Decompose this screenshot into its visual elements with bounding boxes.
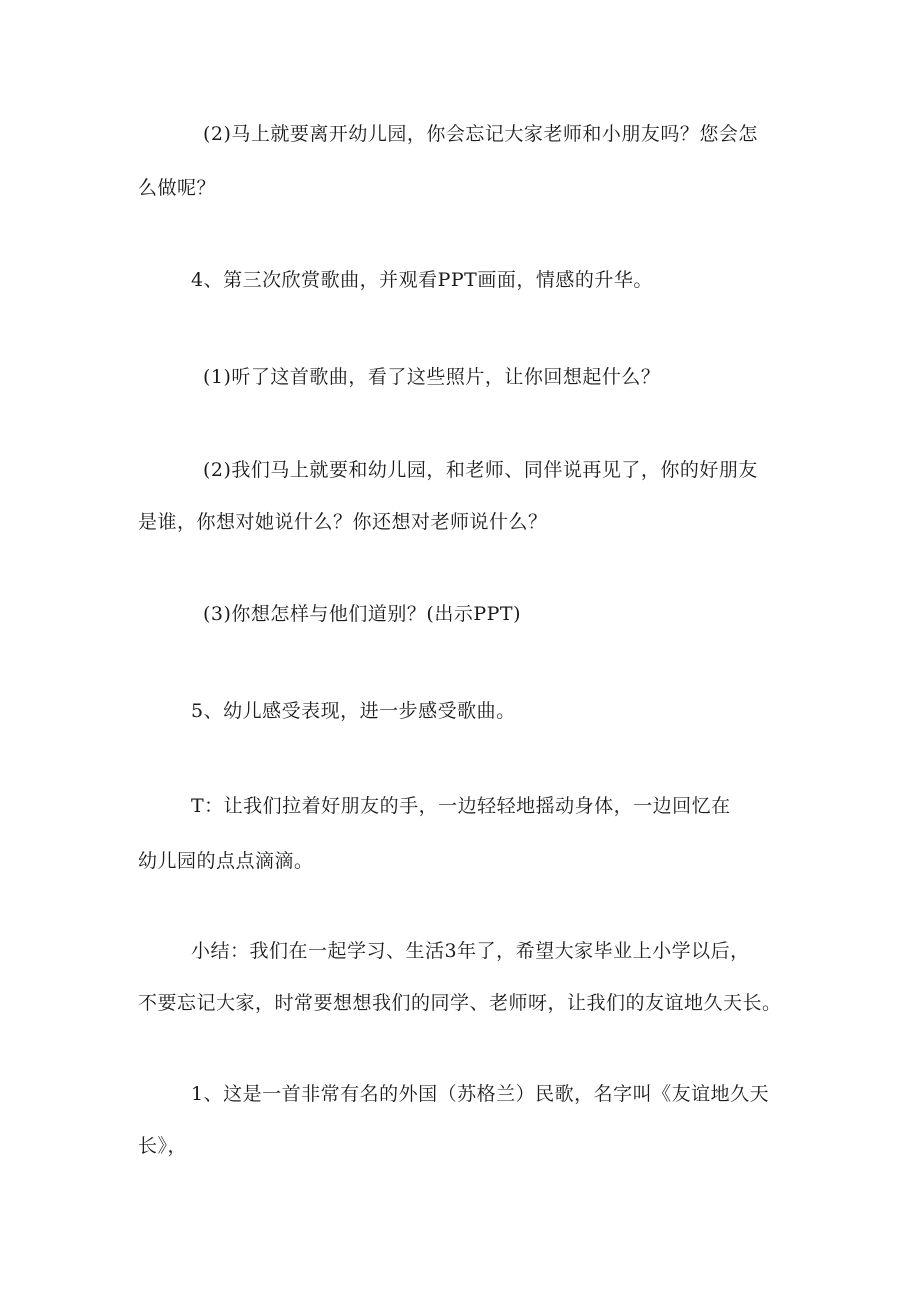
paragraph-line: 不要忘记大家，时常要想想我们的同学、老师呀，让我们的友谊地久天长。 [138, 992, 782, 1014]
paragraph-line: 么做呢？ [138, 177, 217, 199]
paragraph-line: (3)你想怎样与他们道别？(出示PPT) [203, 603, 521, 625]
paragraph-line: (2)我们马上就要和幼儿园，和老师、同伴说再见了，你的好朋友 [203, 459, 758, 481]
paragraph-line: 小结：我们在一起学习、生活3年了，希望大家毕业上小学以后， [191, 940, 750, 962]
paragraph-line: 4、第三次欣赏歌曲，并观看PPT画面，情感的升华。 [191, 269, 653, 291]
paragraph-line: 幼儿园的点点滴滴。 [138, 850, 314, 872]
paragraph-line: 是谁，你想对她说什么？你还想对老师说什么？ [138, 511, 548, 533]
paragraph-line: 1、这是一首非常有名的外国（苏格兰）民歌，名字叫《友谊地久天 [191, 1083, 770, 1105]
paragraph-line: 5、幼儿感受表现，进一步感受歌曲。 [191, 700, 516, 722]
paragraph-line: T：让我们拉着好朋友的手，一边轻轻地摇动身体，一边回忆在 [191, 795, 731, 817]
paragraph-line: (2)马上就要离开幼儿园，你会忘记大家老师和小朋友吗？您会怎 [203, 123, 758, 145]
paragraph-line: (1)听了这首歌曲，看了这些照片，让你回想起什么？ [203, 366, 661, 388]
paragraph-line: 长》， [138, 1135, 188, 1157]
